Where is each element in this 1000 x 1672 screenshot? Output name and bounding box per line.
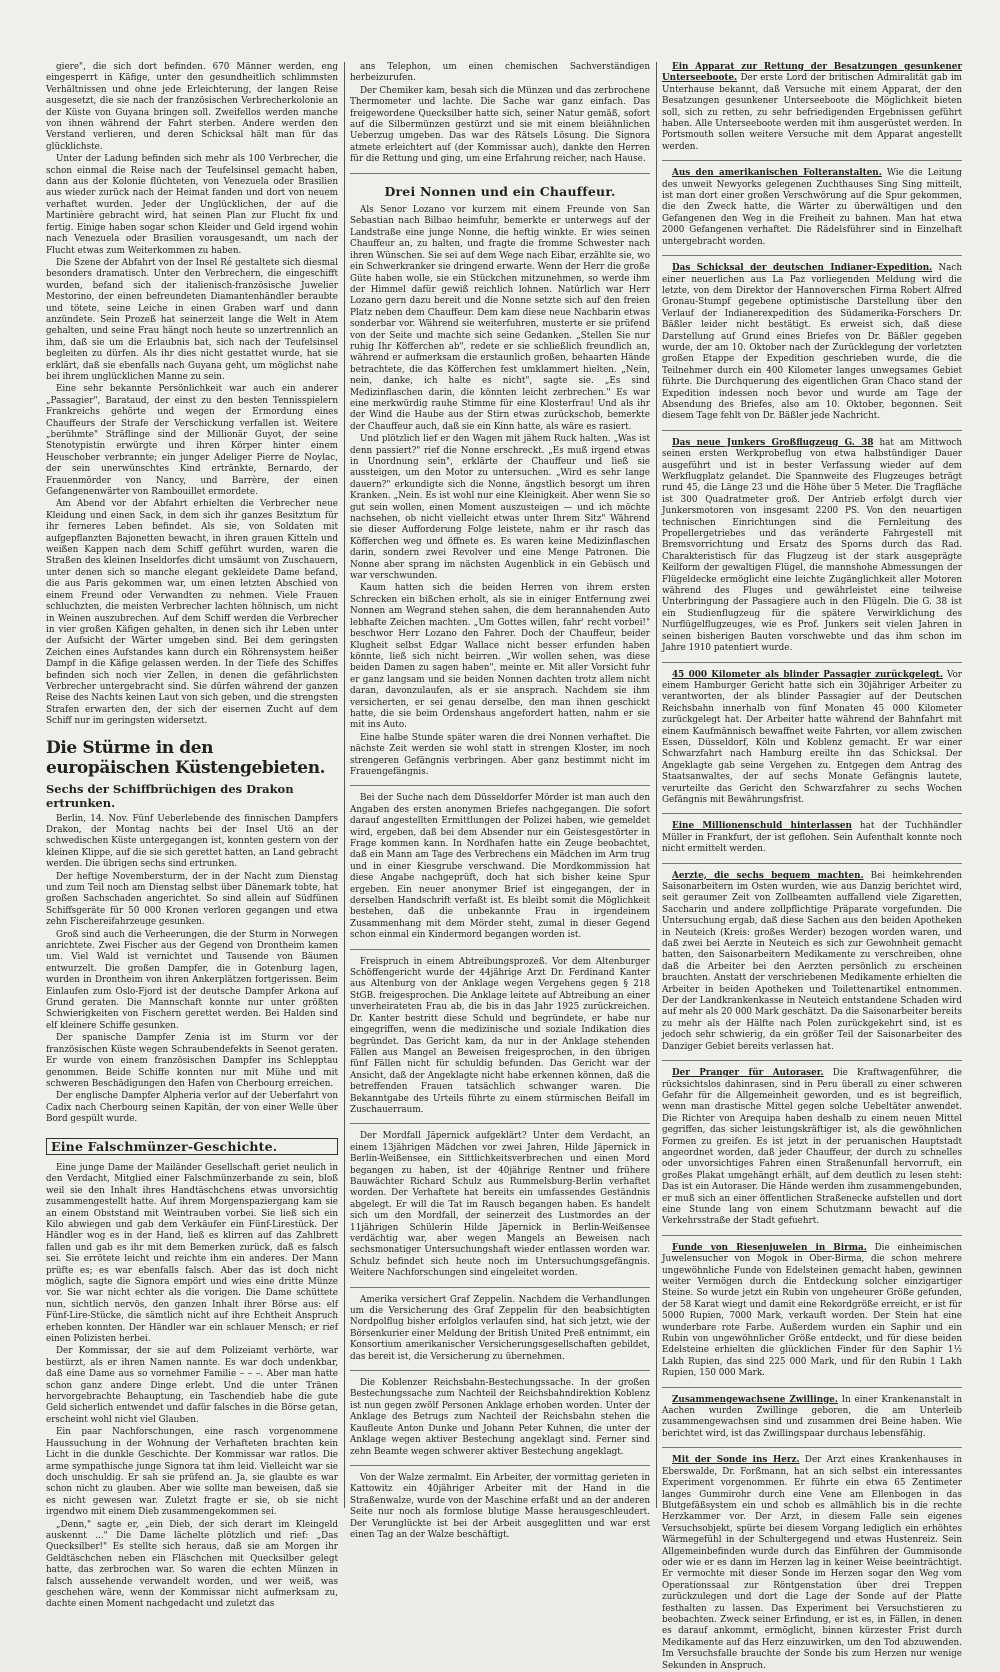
article-paragraph: Der englische Dampfer Alpheria verlor auf der Ueberfahrt von Cadix nach Cherbourg seinen Kapitän, der von einer Welle über Bord gespült wurde.	[46, 1091, 338, 1125]
column-divider	[656, 62, 657, 1508]
article-paragraph: ans Telephon, um einen chemischen Sachverständigen herbeizurufen.	[350, 62, 650, 84]
news-brief-text: Die einheimischen Juwelensucher von Mogok in Ober-Birma, die schon mehrere ungewöhnliche Funde von Edelsteinen gemacht haben, gewinnen weiter Vermögen durch die Entdeckung solcher einzigartiger Steine. So wurde jetzt ein Rubin von ungeheurer Größe gefunden, der 58 Karat wiegt und damit eine Rekordgröße erreicht, er ist für 5000 Rupien, 7000 Mark, verkauft worden. Der Stein hat eine wunderbare rote Farbe. Außerdem wurden ein Saphir und ein Rubin von ungewöhnlicher Größe entdeckt, und für diese beiden Edelsteine erhielten die glücklichen Finder für den Saphir 1½ Lakh Rupien, das sind 225 000 Mark, und für den Rubin 1 Lakh Rupien, 150 000 Mark.	[662, 1242, 962, 1379]
separator	[350, 173, 650, 174]
separator	[662, 1235, 962, 1236]
news-brief-lead: Der Pranger für Autoraser.	[672, 1068, 824, 1079]
separator	[350, 1287, 650, 1288]
news-brief: Der Mordfall Jäpernick aufgeklärt? Unter dem Verdacht, an einem 13jährigen Mädchen vor zwei Jahren, Hilde Jäpernick in Berlin-Weißensee, ein Sittlichkeitsverbrechen und einen Mord begangen zu haben, ist der 40jährige Rentner und frühere Bauwächter Richard Schulz aus Rummelsburg-Berlin verhaftet worden. Der Verhaftete hat bereits ein umfassendes Geständnis abgelegt. Er will die Tat im Rausch begangen haben. Es handelt sich um den Mordfall, der seinerzeit des Lustmordes an der 11jährigen Schülerin Hilde Jäpernick in Berlin-Weißensee verdächtig war, aber wegen Mangels an Beweisen nach sechsmonatiger Untersuchungshaft wieder entlassen worden war. Schulz befindet sich heute noch im Untersuchungsgefängnis. Weitere Nachforschungen sind eingeleitet worden.	[350, 1131, 650, 1279]
storm-subheadline: Sechs der Schiffbrüchigen des Drakon ertrunken.	[46, 781, 294, 810]
separator	[350, 949, 650, 950]
prisoner-transport-article	[46, 62, 338, 728]
news-brief	[662, 438, 962, 655]
storm-headline: Die Stürme in den europäischen Küstengebieten.	[46, 737, 326, 778]
separator	[662, 662, 962, 663]
article-paragraph: Der spanische Dampfer Zenia ist im Sturm vor der französischen Küste wegen Schraubendefekts in Seenot geraten. Er wurde von einem französischen Dampfer ins Schlepptau genommen. Beide Schiffe konnten nur mit Mühe und mit schweren Beschädigungen den Hafen von Cherbourg erreichen.	[46, 1033, 338, 1089]
news-brief-lead: Aerzte, die sechs bequem machten.	[672, 870, 864, 881]
article-paragraph: Eine sehr bekannte Persönlichkeit war auch ein anderer „Passagier", Barataud, der einst zu den besten Tennisspielern Frankreichs gehörte und wegen der Ermordung eines Chauffeurs der Strafe der Verschickung verfallen ist. Weitere „berühmte" Sträflinge sind der Millionär Guyot, der seine Stenotypistin erwürgte und ihren Körper hinter einem Heuschober verbrannte; ein junger Adeliger Pierre de Noylac, der sein unerwünschtes Kind ertränkte, Bernardo, der Frauenmörder von Nancy, und Barrère, der einen Gefangenenwärter von Rambouillet ermordete.	[46, 384, 338, 498]
article-paragraph: Eine halbe Stunde später waren die drei Nonnen verhaftet. Die nächste Zeit werden sie wohl statt in strengen Kloster, im noch strengeren Gefängnis verbringen. Aber ganz bestimmt nicht im Frauengefängnis.	[350, 732, 650, 777]
news-brief-lead: Das neue Junkers Großflugzeug G. 38	[672, 437, 874, 448]
article-paragraph: „Denn," sagte er, „ein Dieb, der sich derart im Kleingeld auskennt ..." Die Dame lächelte plötzlich und rief: „Das Quecksilber!" Es stellte sich heraus, daß sie am Morgen ihr Geldtäschchen neben ein Fläschchen mit Quecksilber gelegt hatte, das zerbrochen war. So waren die echten Münzen in falsch aussehende verwandelt worden, und wer weiß, was geschehen wäre, wenn der Kommissar nicht aufmerksam zu, dachte einen Moment nachgedacht und zuletzt das	[46, 1519, 338, 1610]
article-paragraph: Ein paar Nachforschungen, eine rasch vorgenommene Haussuchung in der Wohnung der Verhafteten brachten kein Licht in die dunkle Geschichte. Der Kommissar war ratlos. Die arme sympathische junge Signora tat ihm leid. Vielleicht war sie doch unschuldig. Er sah sie prüfend an. Ja, sie glaubte es war schon nicht zu glauben. Aber wie sollte man beweisen, daß sie es nicht gewesen war. Zuletzt fragte er sie, ob sie nicht irgendwo mit einem Dieb zusammengekommen sei.	[46, 1427, 338, 1518]
news-brief-text: hat am Mittwoch seinen ersten Werkprobeflug von etwa halbstündiger Dauer ausgeführt und ist in bester Verfassung wieder auf dem Werkflugplatz gelandet. Die Spannweite des Flugzeuges beträgt rund 45, die Länge 23 und die Höhe über 5 Meter. Die Tragfläche ist 300 Quadratmeter groß. Der Antrieb erfolgt durch vier Junkersmotoren von insgesamt 2200 PS. Von den neuartigen technischen Einrichtungen sind die Fernleitung des Propellergetriebes und das veränderte Fahrgestell mit Bremsvorrichtung und Ersatz des Sporns durch das Rad. Charakteristisch für das Flugzeug ist der stark ausgeprägte Keilform der gewaltigen Flügel, die mannshohe Abmessungen der Flügeldecke ermöglicht eine leichte Zugänglichkeit aller Motoren während des Fluges und gewährleistet eine teilweise Unterbringung der Passagiere auch in den Flügeln. Die G. 38 ist ein Studienflugzeug für die spätere Verwirklichung des Nurflügelflugzeuges, wie es Prof. Junkers seit vielen Jahren in seinen bisherigen Bauten vorschwebte und das ihm schon im Jahre 1910 patentiert wurde.	[662, 437, 962, 654]
news-brief	[662, 263, 962, 423]
news-briefs-right	[662, 62, 962, 1672]
news-brief-text: Vor einem Hamburger Gericht hatte sich ein 30jähriger Arbeiter zu verantworten, der als blinder Passagier auf der Deutschen Reichsbahn innerhalb von fünf Monaten 45 000 Kilometer zurückgelegt hat. Der Arbeiter hatte während der Bahnfahrt mit einem Kaufmännisch bewaffnet weite Fahrten, vor allem zwischen Essen, Düsseldorf, Köln und Koblenz gemacht. Er war einer Schwarzfahrt nach Hamburg ereilte ihn das Schicksal. Der Angeklagte gab seine Vergehen zu. Entgegen dem Antrag des Staatsanwaltes, der auf sechs Monate Gefängnis lautete, verurteilte das Gericht den Schwarzfahrer zu sechs Wochen Gefängnis mit Bewährungsfrist.	[662, 669, 963, 805]
news-brief	[662, 1068, 962, 1228]
separator	[662, 863, 962, 864]
news-brief-lead: Funde von Riesenjuwelen in Birma.	[672, 1242, 867, 1253]
article-paragraph: Und plötzlich lief er den Wagen mit jähem Ruck halten. „Was ist denn passiert?" rief die Nonne erschreckt. „Es muß irgend etwas in Unordnung sein", erklärte der Chauffeur und ließ sie aussteigen, um den Motor zu untersuchen. „Wird es sehr lange dauern?" erkundigte sich die Nonne, ängstlich besorgt um ihren Kranken. „Nein. Es ist wohl nur eine Kleinigkeit. Aber wenn Sie so gut sein wollen, einen Moment auszusteigen — und ich möchte nachsehen, ob nicht vielleicht etwas unter Ihrem Sitz" Während sie dieser Aufforderung Folge leistete, nahm er ihr rasch das Köfferchen weg und öffnete es. Es waren keine Medizinflaschen darin, sondern zwei Revolver und eine Menge Patronen. Die Nonne aber sprang im nächsten Augenblick in ein Gebüsch und war verschwunden.	[350, 434, 650, 582]
article-paragraph: Unter der Ladung befinden sich mehr als 100 Verbrecher, die schon einmal die Reise nach der Teufelsinsel gemacht haben, dann aus der Kolonie flüchteten, von Venezuela oder Brasilien aus wieder zurück nach der Heimat fanden und dort von neuem verhaftet wurden. Jeder der Unglücklichen, der auf die Martinière gebracht wird, hat seinen Plan zur Flucht fix und fertig. Einige haben sogar schon Kleider und Geld irgend wohin nach Venezuela oder Brasilien vorausgesandt, um nach der Flucht etwas zum Weiterkommen zu haben.	[46, 154, 338, 256]
news-brief-lead: Ein Apparat zur Rettung der Besatzungen gesunkener Unterseeboote.	[662, 62, 962, 84]
news-brief	[662, 821, 962, 855]
news-brief: Von der Walze zermalmt. Ein Arbeiter, der vormittag gerieten in Kattowitz ein 40jähriger Arbeiter mit der Hand in die Straßenwalze, wurde von der Maschine erfaßt und an der anderen Seite nur noch als formlose blutige Masse herausgeschleudert. Der Verunglückte ist bei der Arbeit ausgeglitten und war erst einen Tag an der Walze beschäftigt.	[350, 1472, 650, 1540]
article-paragraph: Der Chemiker kam, besah sich die Münzen und das zerbrochene Thermometer und lachte. Die Sache war ganz einfach. Das freigewordene Quecksilber hatte sich, seiner Natur gemäß, sofort auf die Silbermünzen gestürzt und sie mit einem bleiähnlichen Ueberzug umgeben. Das war des Rätsels Lösung. Die Signora atmete erleichtert auf (der Kommissar auch), dankte den Herren für die Rettung und ging, um eine Erfahrung reicher, nach Hause.	[350, 85, 650, 165]
news-brief: Amerika versichert Graf Zeppelin. Nachdem die Verhandlungen um die Versicherung des Graf Zeppelin für den beabsichtigten Nordpolflug bisher erfolglos verlaufen sind, hat sich jetzt, wie der Börsenkurier einer Meldung der British United Preß entnimmt, ein Konsortium amerikanischer Versicherungsgesellschaften gebildet, das bereit ist, die Versicherung zu übernehmen.	[350, 1294, 650, 1362]
news-brief: Die Koblenzer Reichsbahn-Bestechungssache. In der großen Bestechungssache zum Nachteil der Reichsbahndirektion Koblenz ist nun gegen zwölf Personen Anklage erhoben worden. Unter der Anklage des Betrugs zum Nachteil der Reichsbahn stehen die Kaufleute Anton Dunke und Johann Peter Kuhnen, die unter der Anklage wegen aktiver Bestechung angeklagt sind. Ferner sind zehn Beamte wegen schwerer aktiver Bestechung angeklagt.	[350, 1378, 650, 1457]
news-brief-lead: 45 000 Kilometer als blinder Passagier zurückgelegt.	[672, 669, 943, 680]
news-brief	[662, 1395, 962, 1441]
column-divider	[344, 62, 345, 1508]
news-brief	[662, 62, 962, 153]
news-brief-text: Der Arzt eines Krankenhauses in Eberswalde, Dr. Forßmann, hat an sich selbst ein interessantes Experiment vorgenommen. Er führte ein etwa 65 Zentimeter langes Gummirohr durch eine Vene am Ellenbogen in das Blutgefäßsystem ein und schob es allmählich bis in die rechte Herzkammer vor. Der Arzt, in diesem Falle sein eigenes Versuchsobjekt, spürte bei diesem Vorgang lediglich ein erhöhtes Wärmegefühl in der Schultergegend und etwas Hustenreiz. Sein Allgemeinbefinden wurde durch das Einführen der Gummisonde oder wie er es dann im Herzen lag in keiner Weise beeinträchtigt. Er vermochte mit dieser Sonde im Herzen sogar den Weg vom Operationssaal zur Röntgenstation über drei Treppen zurückzulegen und dort die Lage der Sonde auf der Platte festhalten zu lassen. Das Experiment bei Versuchstieren zu beobachten. Zweck seiner Erfindung, er ist es, in Fällen, in denen es darauf ankommt, ermöglicht, binnen kürzester Frist durch Medikamente auf das Herz einzuwirken, um den Tod abzuwenden. Im Versuchsfalle brauchte der Sonde bis zum Herzen nur wenige Sekunden in Anspruch.	[662, 1455, 963, 1671]
separator	[350, 785, 650, 786]
article-paragraph: Eine junge Dame der Mailänder Gesellschaft geriet neulich in den Verdacht, Mitglied einer Falschmünzerbande zu sein, bloß weil sie den Inhalt ihres Handtäschchens etwas unvorsichtig zusammengestellt hatte. Auf ihrem Morgenspaziergang kam sie an einem Obststand mit Weintrauben vorbei. Sie ließ sich ein Kilo abwiegen und gab dem Verkäufer ein Fünf-Lirestück. Der Händler wog es in der Hand, ließ es klirren auf das Zahlbrett fallen und gab es ihr mit dem Bemerken zurück, daß es falsch sei. Sie errötete leicht und reichte ihm ein anderes. Der Mann prüfte es; es war ebenfalls falsch. Aber das ist doch nicht möglich, sagte die Signora empört und wies eine dritte Münze vor. Sie war nicht echter als die vorigen. Die Dame schüttete nun, sichtlich nervös, den ganzen Inhalt ihrer Börse aus: elf Fünf-Lire-Stücke, die sämtlich nicht auf ihre Echtheit Anspruch erheben konnten. Der Händler war ein schlauer Mensch; er rief einen Polizisten herbei.	[46, 1162, 338, 1345]
separator	[662, 1387, 962, 1388]
nuns-headline: Drei Nonnen und ein Chauffeur.	[384, 183, 616, 199]
article-paragraph: Die Szene der Abfahrt von der Insel Ré gestaltete sich diesmal besonders dramatisch. Unter den Verbrechern, die eingeschifft wurden, befand sich der italienisch-französische Juwelier Mestorino, der einen befreundeten Diamantenhändler beraubte und tötete, seine Leiche in einen Graben warf und dann anzündete. Sein Prozeß hat seinerzeit lange die Welt in Atem gehalten, und seine Frau hängt noch heute so unzertrennlich an ihm, daß sie um die Erlaubnis bat, sich nach der Teufelsinsel begleiten zu dürfen. Als ihr dies nicht gestattet wurde, hat sie erklärt, daß sie ebenfalls nach Guyana geht, um möglichst nahe bei ihrem unglücklichen Manne zu sein.	[46, 257, 338, 382]
nuns-article	[350, 205, 650, 778]
counterfeit-article-continued	[350, 62, 650, 166]
separator	[350, 1123, 650, 1124]
news-brief	[662, 1455, 962, 1672]
article-paragraph: Kaum hatten sich die beiden Herren von ihrem ersten Schrecken ein bißchen erholt, als sie in einiger Entfernung zwei Nonnen am Wegrand stehen sahen, die dem herannahenden Auto lebhafte Zeichen machten. „Um Gottes willen, fahr' recht vorbei!" beschwor Herr Lozano den Fahrer. Doch der Chauffeur, beider Klugheit selbst Edgar Wallace nicht besser erfunden haben könnte, ließ sich nicht beirren. „Wir wollen sehen, was diese beiden Damen zu sagen haben", meinte er. Mit aller Vorsicht fuhr er ganz langsam und sie beiden Nonnen dachten trotz allem nicht daran, davonzulaufen, als er sie ansprach. Nachdem sie ihm versicherten, er sei genau derselbe, den man ihnen geschickt hatte, die sie beim Ordenshaus angefordert hatten, nahm er sie mit ins Auto.	[350, 583, 650, 731]
news-brief-text: Die Kraftwagenführer, die rücksichtslos dahinrasen, sind in Peru überall zu einer schweren Gefahr für die Allgemeinheit geworden, und es ist begreiflich, wenn man drastische Mittel gegen solche Uebeltäter anwendet. Die Richter von Arequipa haben deshalb zu einem neuen Mittel gegriffen, das sicher leistungskräftiger ist, als die gewöhnlichen Formen zu greifen. Es ist jetzt in der peruanischen Hauptstadt angeordnet worden, daß jeder Chauffeur, der durch zu schnelles oder unvorsichtiges Fahren einen Straßenunfall hervorruft, ein großes Plakat umgehängt erhält, auf dem deutlich zu lesen steht: Das ist ein Autoraser. Die Hände werden ihm zusammengebunden, er muß sich an einer öffentlichen Straßenecke aufstellen und dort eine Stunde lang von einem Schutzmann bewacht auf die Verkehrsstraße der Stadt gefuehrt.	[662, 1068, 962, 1227]
news-brief: Freispruch in einem Abtreibungsprozeß. Vor dem Altenburger Schöffengericht wurde der 44jährige Arzt Dr. Ferdinand Kanter aus Altenburg von der Anklage wegen Vergehens gegen § 218 StGB. freigesprochen. Die Anklage leitete auf Abtreibung an einer unverheirateten Frau ab, die bis in das Jahr 1925 zurückreichen. Dr. Kanter bestritt diese Schuld und begründete, er habe nur eingegriffen, wenn die medizinische und soziale Indikation dies begründet. Das Gericht kam, da nur in der Anklage stehenden Fällen aus Mangel an Beweisen freigesprochen, in den übrigen fünf Fällen nicht für schuldig befunden. Das Gericht war der Ansicht, daß der Angeklagte nicht habe erkennen können, daß die betreffenden Frauen tatsächlich schwanger waren. Die Bekanntgabe des Urteils führte zu einem stürmischen Beifall im Zuschauerraum.	[350, 956, 650, 1115]
news-brief	[662, 670, 962, 807]
article-paragraph: Berlin, 14. Nov. Fünf Ueberlebende des finnischen Dampfers Drakon, der Montag nachts bei der Insel Utö an der schwedischen Küste untergegangen ist, konnten gestern von der kleinen Klippe, auf die sie sich gerettet hatten, an Land gebracht werden. Die übrigen sechs sind ertrunken.	[46, 813, 338, 870]
news-brief-text: Bei heimkehrenden Saisonarbeitern im Osten wurden, wie aus Danzig berichtet wird, seit geraumer Zeit von Zollbeamten auffallend viele Zigaretten, Saccharin und andere zollpflichtige Präparate vorgefunden. Die Untersuchung ergab, daß diese Sachen aus den beiden Apotheken in Neuteich (Kreis: großes Werder) bezogen worden waren, und daß zwei bei Aerzte in Neuteich es sich zur Gewohnheit gemacht hatten, den Saisonarbeitern Medikamente zu verschreiben, ohne daß die Arbeiter bei den Aerzten persönlich zu erscheinen brauchten. Anstatt der verschriebenen Medikamente erhielten die Arbeiter in beiden Apotheken und Toilettenartikel entnommen. Der der Landkrankenkasse in Neuteich entstandene Schaden wird auf mehr als 20 000 Mark geschätzt. Da die Saisonarbeiter bereits zu mehr als der Hälfte nach Polen zurückgekehrt sind, ist es jedoch sehr schwierig, da ein größer Teil der Saisonarbeiter des Danziger Gebiet bereits verlassen hat.	[662, 870, 962, 1052]
counterfeit-headline: Eine Falschmünzer-Geschichte.	[46, 1138, 338, 1155]
news-brief-lead: Mit der Sonde ins Herz.	[672, 1455, 800, 1466]
article-paragraph: Am Abend vor der Abfahrt erhielten die Verbrecher neue Kleidung und einen Sack, in dem sich ihr ganzes Besitztum für ihr ferneres Leben befindet. Als sie, von Soldaten mit aufgepflanzten Bajonetten bewacht, in ihren grauen Kitteln und weißen Kappen nach dem Schiff geführt wurden, waren die Straßen des kleinen Inseldorfes dicht umsäumt von Zuschauern, unter denen sich so manche elegant gekleidete Dame befand, die aus Paris gekommen war, um einen letzten Abschied von einem Freund oder Verwandten zu nehmen. Viele Frauen schluchzten, die meisten Verbrecher lachten höhnisch, um nicht in Weinen auszubrechen. Auf dem Schiff werden die Verbrecher in vier großen Käfigen gehalten, in denen sich ihr Leben unter der Aufsicht der Wärter umgeben sind. Bei dem geringsten Zeichen eines Aufstandes kann durch ein Röhrensystem heißer Dampf in die Käfige gelassen werden. In der Tiefe des Schiffes befinden sich noch vier Zellen, in denen die gefährlichsten Verbrecher untergebracht sind. Sie dürfen während der ganzen Reise des Nachts keinen Laut von sich geben, und die strengsten Strafen erwarten den, der sich der eisernen Zucht auf dem Schiff nur im geringsten widersetzt.	[46, 499, 338, 727]
article-paragraph: Groß sind auch die Verheerungen, die der Sturm in Norwegen anrichtete. Zwei Fischer aus der Gegend von Drontheim kamen um. Viel Wald ist vernichtet und Tausende von Bäumen entwurzelt. Die großen Dampfer, die in Gotenburg lagen, wurden in Drontheim von ihren Ankerplätzen fortgerissen. Beim Einlaufen zum Oslo-Fjord ist der deutsche Dampfer Arkona auf Grund geraten. Die Mannschaft konnte nur unter größten Schwierigkeiten von Fischern gerettet werden. Bei Halden sind elf kleinere Schiffe gesunken.	[46, 929, 338, 1031]
news-brief-lead: Eine Millionenschuld hinterlassen	[672, 821, 852, 832]
news-brief-lead: Aus den amerikanischen Folteranstalten.	[672, 168, 882, 179]
news-brief-text: Wie die Leitung des unweit Newyorks gelegenen Zuchthauses Sing Sing mitteilt, ist man dort einer großen Verschwörung auf die Spur gekommen, die den Zweck hatte, die Wärter zu überwältigen und den Gefangenen den Weg in die Freiheit zu bahnen. Man hat etwa 2000 Gefangenen verhaftet. Die Rädelsführer sind in Einzelhaft untergebracht worden.	[662, 168, 962, 247]
separator	[662, 430, 962, 431]
article-paragraph: Der heftige Novembersturm, der in der Nacht zum Dienstag und zum Teil noch am Dienstag selbst über Dänemark tobte, hat großen Sachschaden angerichtet. So sind allein auf Südfünen Schiffsgeräte für 50 000 Kronen verloren gegangen und etwa zehn Fischereifahrzeuge gesunken.	[46, 871, 338, 928]
separator	[662, 160, 962, 161]
storm-article	[46, 814, 338, 1126]
article-paragraph: giere", die sich dort befinden. 670 Männer werden, eng eingesperrt in Käfige, unter den gesundheitlich schlimmsten Verhältnissen und ohne jede Erleichterung, der langen Reise ausgesetzt, die sie nach der französischen Verbrecherkolonie an der Küste von Guyana bringen soll. Zweifellos werden manche von ihnen während der Fahrt sterben. Andere werden den Verstand verlieren, und deren Schicksal hält man für das glücklichste.	[46, 62, 338, 152]
separator	[662, 255, 962, 256]
separator	[350, 1465, 650, 1466]
separator	[350, 1370, 650, 1371]
separator	[662, 1447, 962, 1448]
separator	[662, 1060, 962, 1061]
news-brief-text: Der erste Lord der britischen Admiralität gab im Unterhause bekannt, daß Versuche mit einem Apparat, der den Besatzungen gesunkener Unterseeboote die Möglichkeit bieten soll, sich zu retten, zu sehr befriedigenden Ergebnissen geführt haben. Alle Unterseeboote werden mit ihm ausgerüstet werden. In Portsmouth sollen weitere Versuche mit dem Apparat angestellt werden.	[662, 73, 962, 152]
column-middle	[350, 62, 650, 1540]
article-paragraph: Als Senor Lozano vor kurzem mit einem Freunde von San Sebastian nach Bilbao heimfuhr, bemerkte er unterwegs auf der Landstraße eine junge Nonne, die heftig winkte. Er wies seinen Chauffeur an, zu halten, und fragte die fromme Schwester nach ihren Wünschen. Sie sei auf dem Wege nach Eibar, erzählte sie, wo ein Schwerkranker sie dringend erwarte. Wenn der Herr die große Güte haben wolle, sie ein Stückchen mitzunehmen, so werde ihm der Himmel dafür gewiß reichlich lohnen. Natürlich war Herr Lozano gern dazu bereit und die Nonne setzte sich auf den freien Platz neben dem Chauffeur. Dem kam diese neue Nachbarin etwas sonderbar vor. Während sie weiterfuhren, musterte er sie prüfend von der Seite und machte sich seine Gedanken. „Stellen Sie nur ruhig Ihr Köfferchen ab", redete er sie schließlich freundlich an, während er aufmerksam die erstaunlich großen, behaarten Hände betrachtete, die das Köfferchen fest umklammert hielten. „Nein, nein, danke, ich halte es nicht", sagte sie. „Es sind Medizinflaschen darin, die könnten leicht zerbrechen." Es war eine merkwürdig rauhe Stimme für eine Klosterfrau! Und als ihr der Wind die Haube aus der Stirn etwas zurückschob, bemerkte der Chauffeur auch, daß sie ein Kinn hatte, als wäre es rasiert.	[350, 205, 650, 432]
counterfeit-article	[46, 1163, 338, 1611]
news-brief-lead: Zusammengewachsene Zwillinge.	[672, 1394, 838, 1405]
column-left	[46, 62, 338, 1610]
news-brief	[662, 871, 962, 1054]
separator	[662, 813, 962, 814]
news-briefs	[350, 793, 650, 1541]
news-brief	[662, 168, 962, 248]
article-paragraph: Der Kommissar, der sie auf dem Polizeiamt verhörte, war bestürzt, als er ihren Namen nannte. Es war doch undenkbar, daß eine Dame aus so vornehmer Familie – – –. Aber man hatte schon ganz andere Dinge erlebt. Und die unter Tränen hervorgebrachte Behauptung, ein Taschendieb habe die gute Geld sicherlich entwendet und dafür falsches in die Börse getan, erscheint wohl nicht viel Glauben.	[46, 1346, 338, 1425]
news-brief-lead: Das Schicksal der deutschen Indianer-Expedition.	[672, 263, 933, 274]
news-brief-text: hat der Tuchhändler Müller in Frankfurt, der ist geflohen. Sein Aufenthalt konnte noch nicht ermittelt werden.	[662, 821, 962, 855]
news-brief-text: In einer Krankenanstalt in Aachen wurden Zwillinge geboren, die am Unterleib zusammengewachsen sind und zusammen drei Beine haben. Wie berichtet wird, ist das Zwillingspaar durchaus lebensfähig.	[662, 1394, 962, 1439]
news-brief: Bei der Suche nach dem Düsseldorfer Mörder ist man auch den Angaben des ersten anonymen Briefes nachgegangen. Die sofort darauf angestellten Ermittlungen der Polizei haben, wie gemeldet wird, ergeben, daß bei dem Absender nur ein Geistesgestörter in Frage kommen kann. In Nordhafen hatte ein Zeuge beobachtet, daß ein Mann am Tage des Verbrechens ein Mädchen im Arm trug und in einer Kiesgrube verschwand. Die Mordkommission hat diese Angabe nachgeprüft, doch hat sich bisher keine Spur ergeben. Ein neuer anonymer Brief ist eingegangen, der in derselben Handschrift verfaßt ist. Es bleibt somit die Möglichkeit bestehen, daß die unbekannte Frau in irgendeinem Zusammenhang mit dem Mörder steht, zumal in dieser Gegend schon einmal ein Kindermord begangen worden ist.	[350, 793, 650, 941]
news-brief-text: Nach einer neuerlichen aus La Paz vorliegenden Meldung wird die letzte, von dem Direktor der Hannoverschen Firma Robert Alfred Gronau-Stumpf gegebene optimistische Darstellung über den Verlauf der Indianerexpedition des Südamerika-Forschers Dr. Bäßler leider nicht bestätigt. Es erweist sich, daß diese Darstellung auf Grund eines Briefes von Dr. Bäßler gegeben wurde, der am 10. Oktober nach der Zurücklegung der vorletzten großen Etappe der Expedition geschrieben wurde, die die Teilnehmer durch ein 400 Kilometer langes unwegsames Gebiet führte. Die Durchquerung des eigentlichen Gran Chaco stand der Expedition indessen noch bevor und wurde am Tage der Absendung des Briefes, also am 10. Oktober, begonnen. Seit diesem Tage fehlt von Dr. Bäßler jede Nachricht.	[662, 263, 962, 422]
news-brief	[662, 1243, 962, 1380]
column-right	[662, 62, 963, 1671]
